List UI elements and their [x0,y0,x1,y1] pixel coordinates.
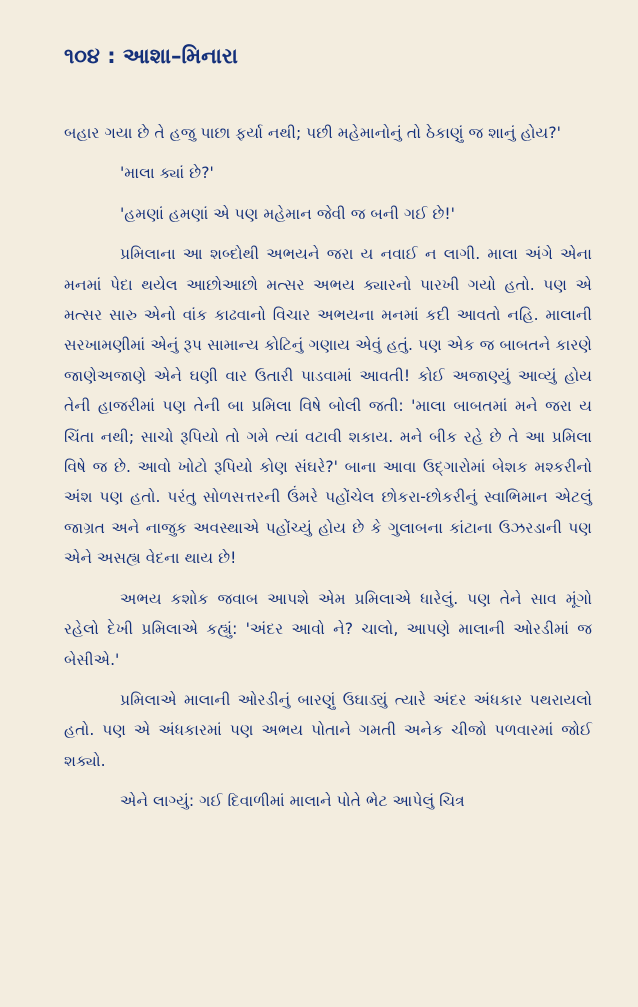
paragraph-dialogue-answer: 'હમણાં હમણાં એ પણ મહેમાન જેવી જ બની ગઈ છે!' [120,204,455,223]
header-separator: : [107,44,116,68]
paragraph-invitation: અભય કશોક જવાબ આપશે એમ પ્રમિલાએ ધારેલું. પણ તેને સાવ મૂંગો રહેલો દેખી પ્રમિલાએ કહ્યું: 'અંદર આવો ને? ચાલો, આપણે માલાની ઓરડીમાં જ બેસીએ.' [64,589,592,669]
paragraph-continuation: બહાર ગયા છે તે હજુ પાછા ફર્યા નથી; પછી મહેમાનોનું તો ઠેકાણું જ શાનું હોય?' [64,124,561,142]
page-number: ૧૦૪ [64,44,100,68]
page-body [64,118,592,817]
paragraph-dialogue-question: 'માલા ક્યાં છે?' [120,164,214,183]
paragraph-final-line: એને લાગ્યું: ગઈ દિવાળીમાં માલાને પોતે ભેટ આપેલું ચિત્ર [120,792,465,811]
page-header [64,44,584,84]
book-title: આશા–મિનારા [122,44,238,68]
paragraph-narrative: પ્રમિલાના આ શબ્દોથી અભયને જરા ય નવાઈ ન લાગી. માલા અંગે એના મનમાં પેદા થયેલ આછોઆછો મત્સર અભય ક્યારનો પારખી ગયો હતો. પણ એ મત્સર સારુ એનો વાંક કાઢવાનો વિચાર અભયના મનમાં કદી આવતો નહિ. માલાની સરખામણીમાં એનું રૂપ સામાન્ય કોટિનું ગણાય એવું હતું. પણ એક જ બાબતને કારણે જાણેઅજાણે એને ઘણી વાર ઉતારી પાડવામાં આવતી! કોઈ અજાણ્યું આવ્યું હોય તેની હાજરીમાં પણ તેની બા પ્રમિલા વિષે બોલી જતી: 'માલા બાબતમાં મને જરા ય ચિંતા નથી; સાચો રૂપિયો તો ગમે ત્યાં વટાવી શકાય. મને બીક રહે છે તે આ પ્રમિલા વિષે જ છે. આવો ખોટો રૂપિયો કોણ સંઘરે?' બાના આવા ઉદ્‌ગારોમાં બેશક મશ્કરીનો અંશ પણ હતો. પરંતુ સોળસત્તરની ઉંમરે પહોંચેલ છોકરા-છોકરીનું સ્વાભિમાન એટલું જાગ્રત અને નાજુક અવસ્થાએ પહોંચ્યું હોય છે કે ગુલાબના કાંટાના ઉઝરડાની પણ એને અસહ્ય વેદના થાય છે! [64,245,592,568]
paragraph-dark-room: પ્રમિલાએ માલાની ઓરડીનું બારણું ઉઘાડ્યું ત્યારે અંદર અંધકાર પથરાયલો હતો. પણ એ અંધકારમાં પણ અભય પોતાને ગમતી અનેક ચીજો પળવારમાં જોઈ શક્યો. [64,690,592,770]
